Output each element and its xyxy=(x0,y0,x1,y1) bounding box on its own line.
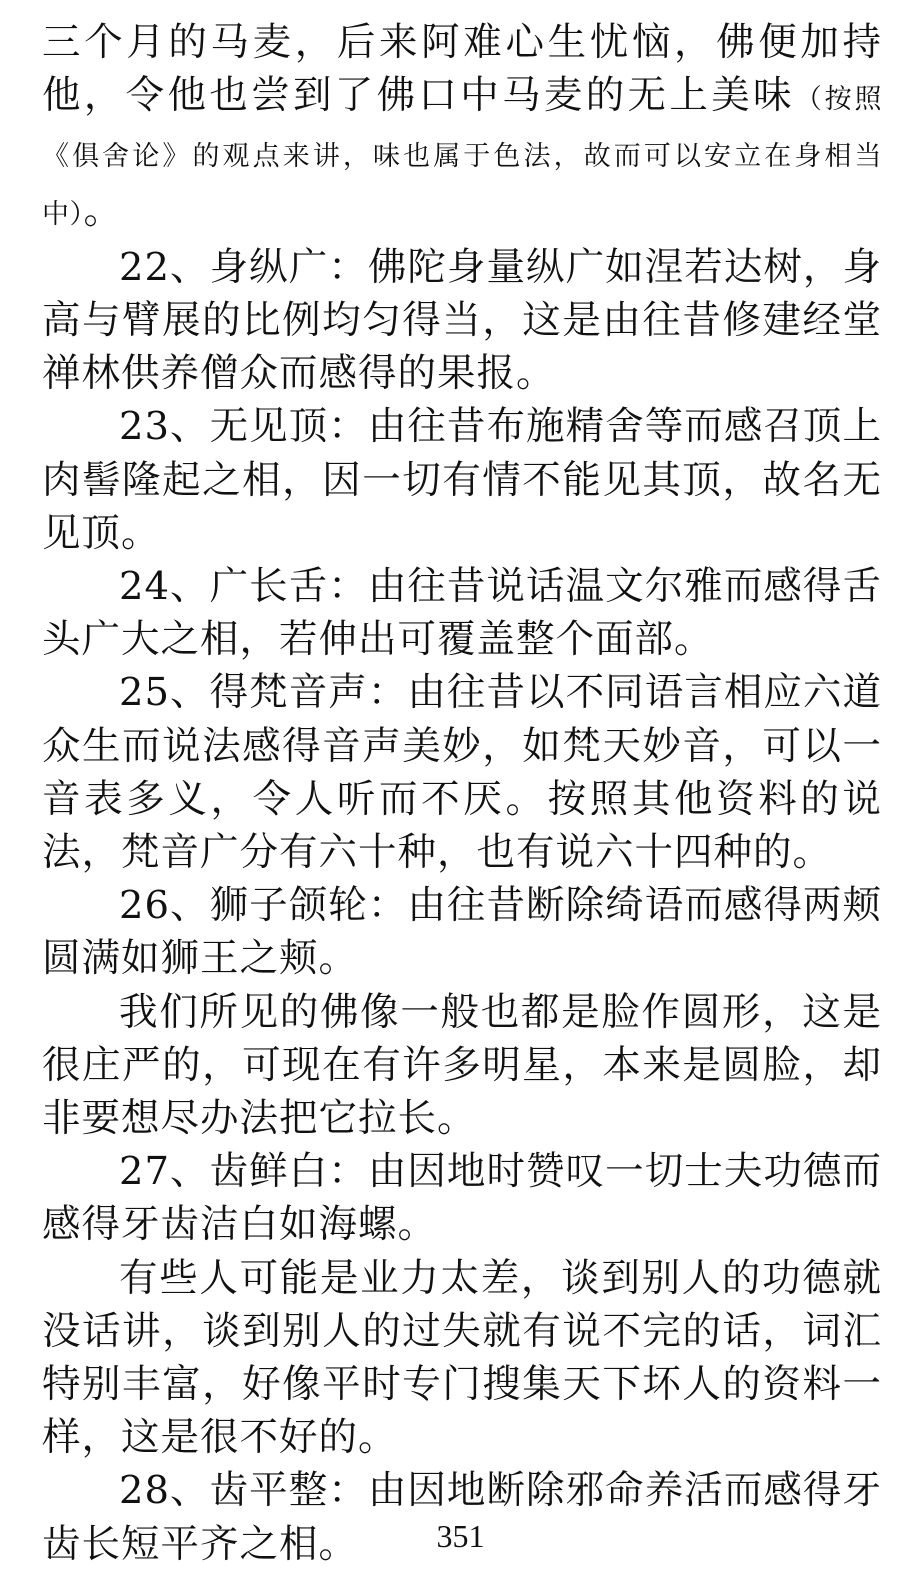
paragraph-item-24: 24、广长舌：由往昔说话温文尔雅而感得舌头广大之相，若伸出可覆盖整个面部。 xyxy=(42,564,882,663)
paragraph-commentary-round-face: 我们所见的佛像一般也都是脸作圆形，这是很庄严的，可现在有许多明星，本来是圆脸，却非要想尽办法把它拉长。 xyxy=(42,989,882,1142)
paragraph-item-22: 22、身纵广：佛陀身量纵广如涅若达树，身高与臂展的比例均匀得当，这是由往昔修建经堂禅林供养僧众而感得的果报。 xyxy=(42,244,882,397)
paragraph-text: 三个月的马麦，后来阿难心生忧恼，佛便加持他，令他也尝到了佛口中马麦的无上美味 xyxy=(42,20,882,119)
paragraph-note: （按照《俱舍论》的观点来讲，味也属于色法，故而可以安立在身相当中） xyxy=(42,84,882,230)
page-body xyxy=(42,16,882,1571)
paragraph-continuation xyxy=(42,16,882,241)
paragraph-tail: 。 xyxy=(83,187,124,233)
page-number: 351 xyxy=(436,1518,485,1554)
paragraph-commentary-praise: 有些人可能是业力太差，谈到别人的功德就没话讲，谈到别人的过失就有说不完的话，词汇特别丰富，好像平时专门搜集天下坏人的资料一样，这是很不好的。 xyxy=(42,1255,882,1461)
paragraph-item-23: 23、无见顶：由往昔布施精舍等而感召顶上肉髻隆起之相，因一切有情不能见其顶，故名无见顶。 xyxy=(42,404,882,556)
paragraph-item-25: 25、得梵音声：由往昔以不同语言相应六道众生而说法感得音声美妙，如梵天妙音，可以一音表多义，令人听而不厌。按照其他资料的说法，梵音广分有六十种，也有说六十四种的。 xyxy=(42,670,882,876)
paragraph-item-27: 27、齿鲜白：由因地时赞叹一切士夫功德而感得牙齿洁白如海螺。 xyxy=(42,1149,882,1248)
paragraph-item-28: 28、齿平整：由因地断除邪命养活而感得牙齿长短平齐之相。 xyxy=(42,1468,882,1567)
paragraph-item-26: 26、狮子颌轮：由往昔断除绮语而感得两颊圆满如狮王之颊。 xyxy=(42,883,882,982)
